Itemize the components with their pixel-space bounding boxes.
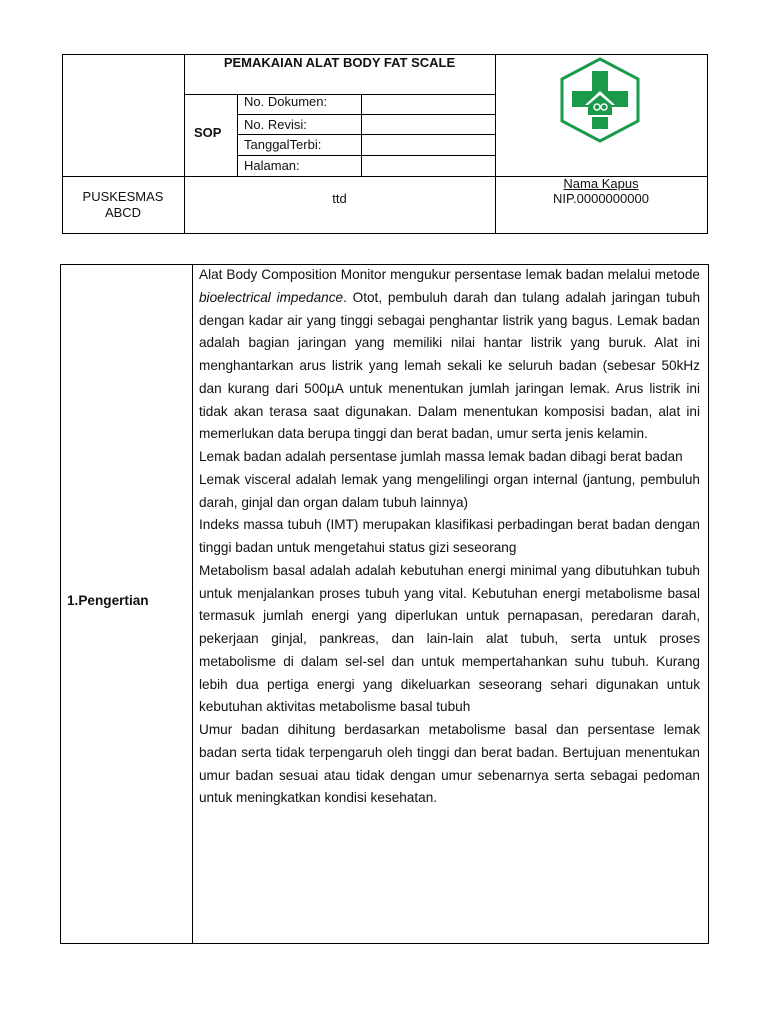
header-border-right — [707, 54, 708, 234]
field-no-dokumen: No. Dokumen: — [244, 94, 328, 109]
content-border-right — [708, 264, 709, 944]
sop-col-divider — [237, 94, 238, 177]
field-row-divider-1 — [237, 114, 496, 115]
head-name: Nama Kapus — [563, 176, 639, 191]
paragraph-definition — [199, 264, 700, 446]
org-name-line2: ABCD — [104, 205, 142, 220]
field-no-revisi: No. Revisi: — [244, 117, 307, 132]
document-title: PEMAKAIAN ALAT BODY FAT SCALE — [223, 55, 456, 70]
paragraph-body-fat: Lemak badan adalah persentase jumlah massa lemak badan dibagi berat badan — [199, 449, 683, 464]
content-col-divider — [192, 264, 193, 944]
title-divider — [184, 94, 496, 95]
header-col-divider-1 — [184, 54, 185, 234]
section-label: 1.Pengertian — [67, 593, 149, 608]
content-border-bottom — [60, 943, 709, 944]
field-halaman: Halaman: — [244, 158, 300, 173]
signature-text: ttd — [332, 191, 347, 206]
paragraph-definition-start: Alat Body Composition Monitor mengukur persentase lemak badan melalui metode — [199, 267, 700, 282]
paragraph-visceral-fat: Lemak visceral adalah lemak yang mengelilingi organ internal (jantung, pembuluh darah, ginjal dan organ dalam tubuh lainnya) — [199, 471, 700, 510]
paragraph-basal-metabolism: Metabolism basal adalah adalah kebutuhan energi minimal yang dibutuhkan tubuh untuk menjalankan proses tubuh yang vital. Kebutuhan energi metabolisme basal termasuk jumlah energi yang diperlukan untuk pernapasan, peredaran darah, pekerjaan ginjal, pankreas, dan lain-lain alat tubuh, serta untuk proses metabolisme di dalam sel-sel dan untuk mempertahankan suhu tubuh. Kurang lebih dua pertiga energi yang dikeluarkan seseorang sehari digunakan untuk kebutuhan aktivitas metabolisme basal tubuh — [199, 562, 700, 715]
field-row-divider-3 — [237, 155, 496, 156]
field-value-divider — [361, 94, 362, 177]
header-border-bottom — [62, 233, 708, 234]
paragraph-definition-italic: bioelectrical impedance — [199, 289, 344, 305]
paragraph-definition-end: . Otot, pembuluh darah dan tulang adalah jaringan tubuh dengan kadar air yang tinggi sebagai penghantar listrik yang bagus. Lemak badan adalah bagian jaringan yang memiliki nilai hantar listrik yang buruk. Alat ini menghantarkan arus listrik yang lemah sekali ke seluruh badan (sebesar 50kHz dan kurang dari 500µA untuk menentukan jumlah jaringan lemak. Arus listrik ini tidak akan terasa saat digunakan. Dalam menentukan komposisi badan, alat ini memerlukan data berupa tinggi dan berat badan, umur serta jenis kelamin. — [199, 289, 701, 442]
paragraph-body-age: Umur badan dihitung berdasarkan metabolisme basal dan persentase lemak badan serta tidak terpengaruh oleh tinggi dan berat badan. Bertujuan menentukan umur badan sesuai atau tidak dengan umur sebenarnya serta sebagai pedoman untuk meningkatkan kondisi kesehatan. — [199, 722, 700, 806]
paragraph-bmi: Indeks massa tubuh (IMT) merupakan klasifikasi perbadingan berat badan dengan tinggi badan untuk mengetahui status gizi seseorang — [199, 517, 700, 555]
section-body — [199, 264, 700, 810]
org-name-line1: PUSKESMAS — [82, 189, 164, 204]
field-row-divider-2 — [237, 134, 496, 135]
sop-label: SOP — [194, 125, 222, 140]
header-col-divider-2 — [495, 54, 496, 234]
head-nip: NIP.0000000000 — [553, 191, 649, 206]
field-tanggal-terbit: TanggalTerbi: — [244, 137, 322, 152]
puskesmas-logo-icon — [558, 57, 642, 143]
content-border-left — [60, 264, 61, 944]
